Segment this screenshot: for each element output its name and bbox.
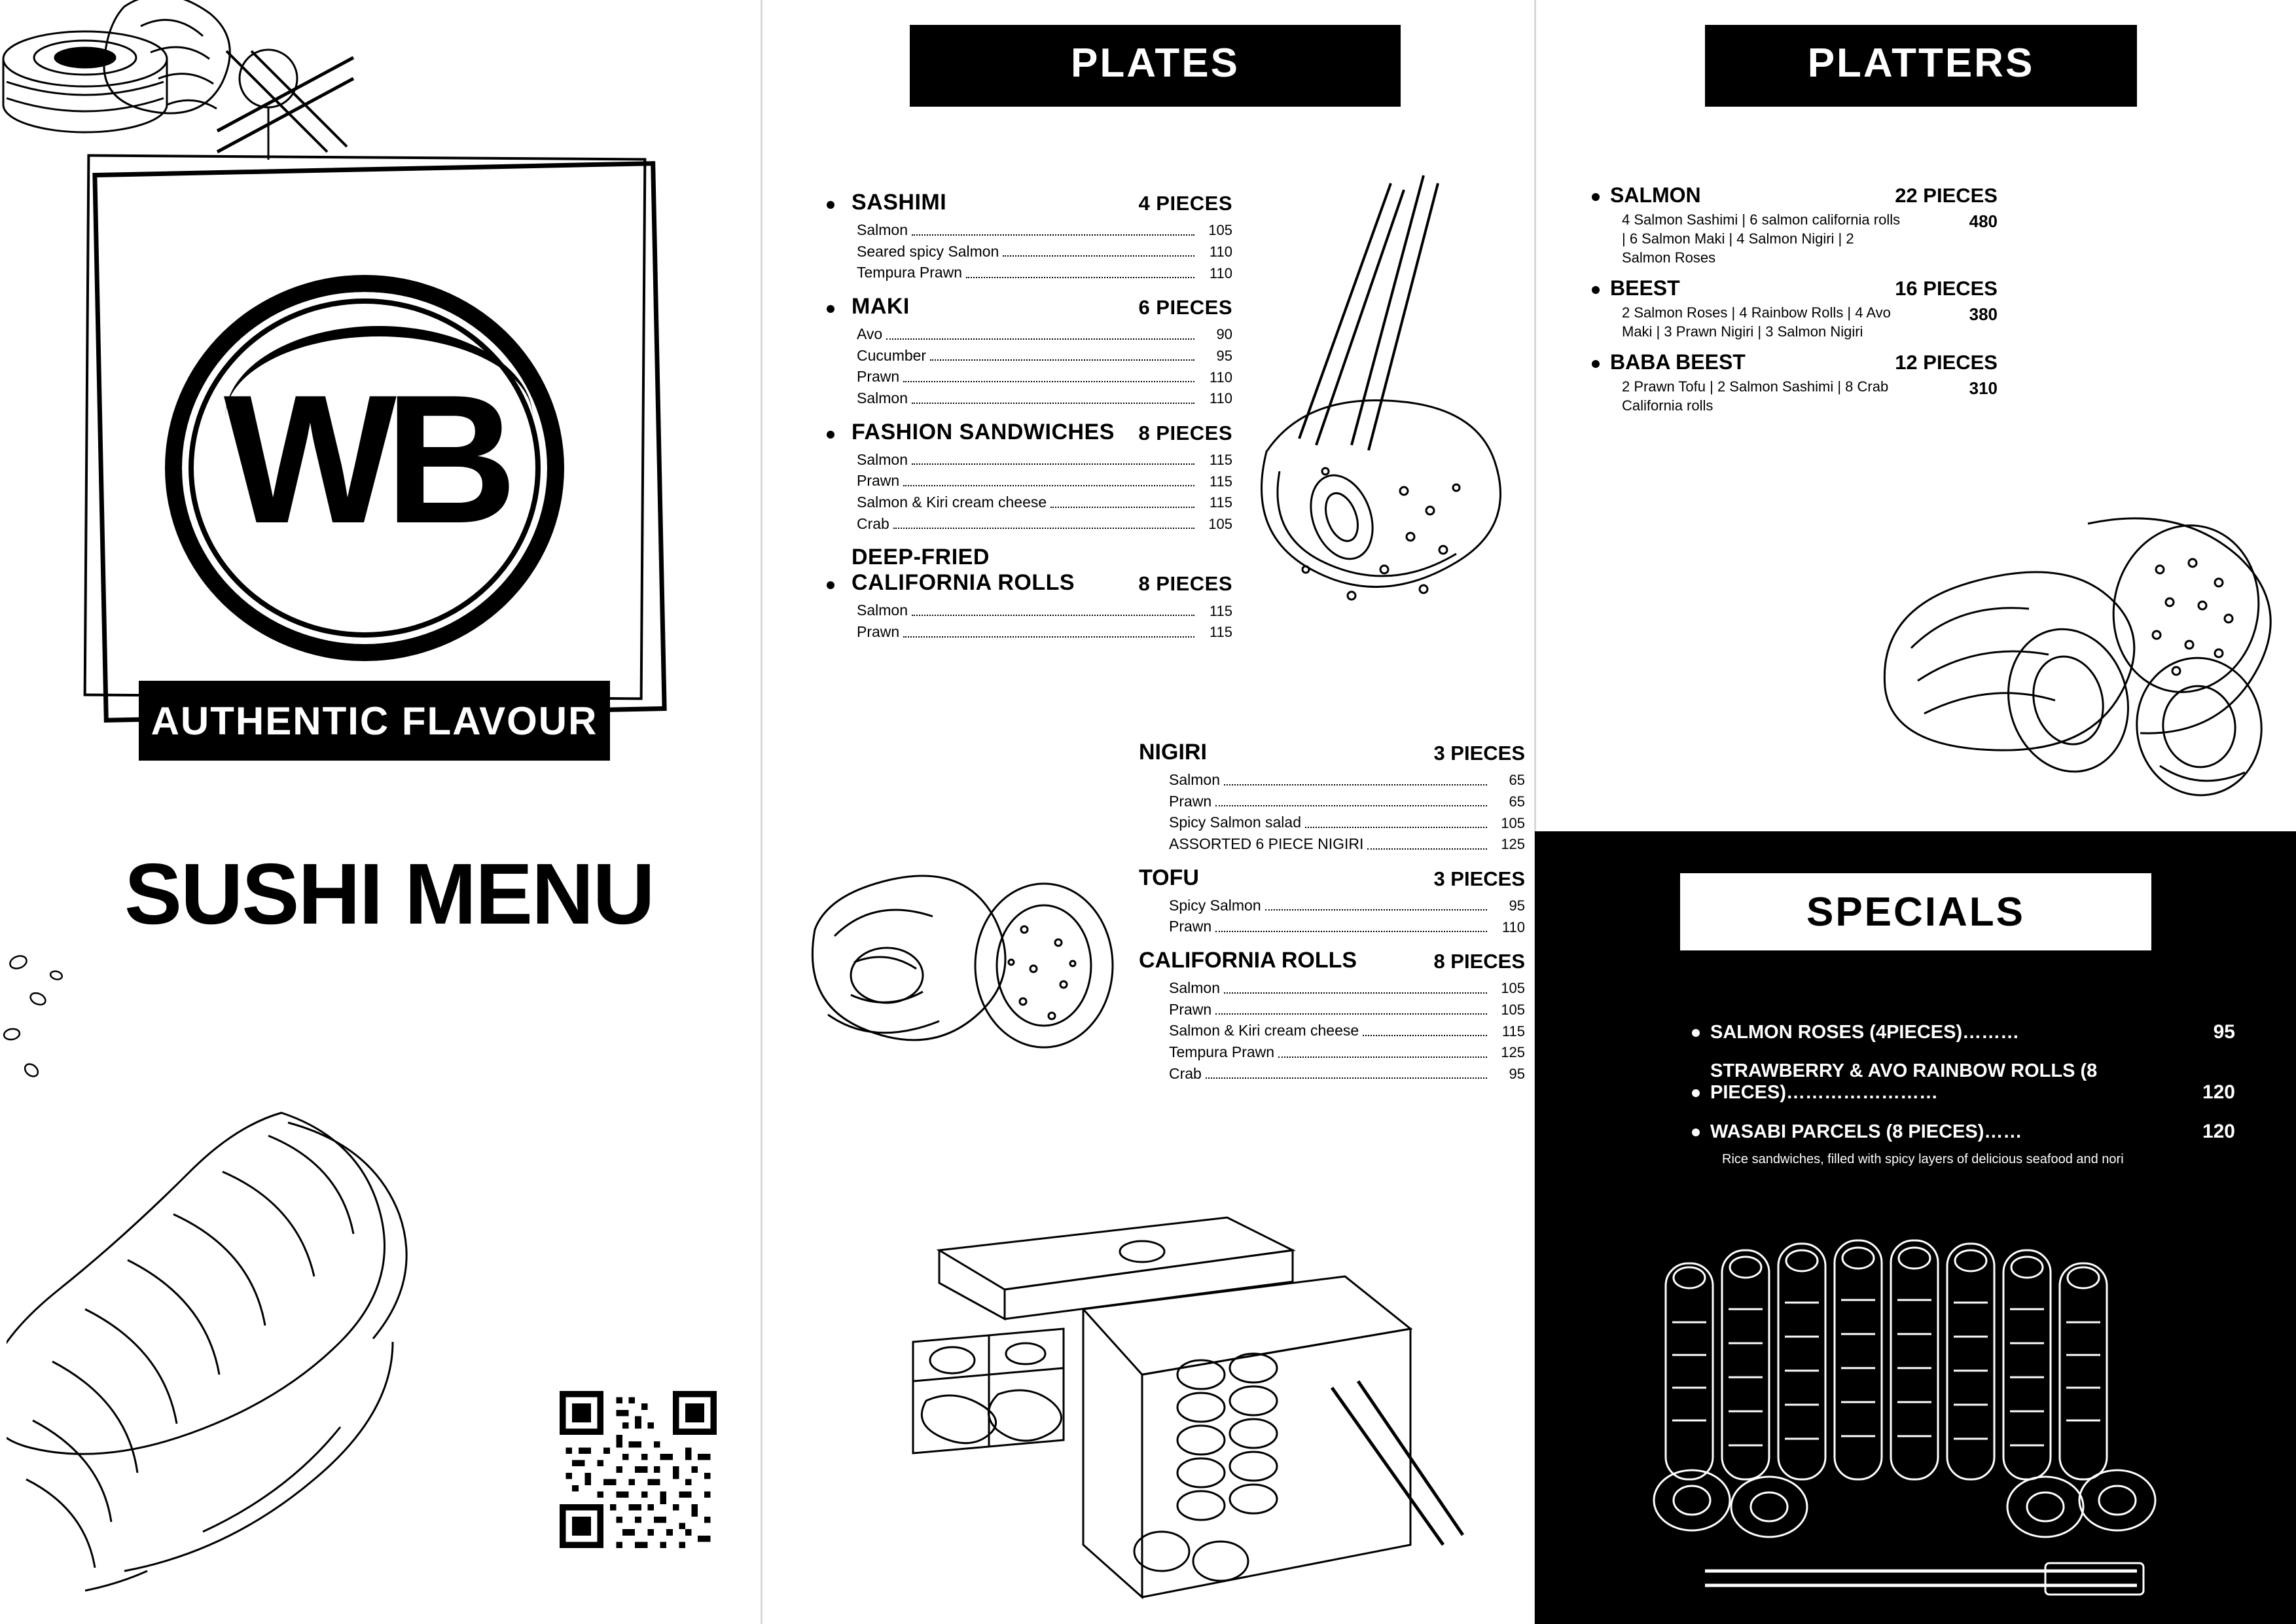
menu-item [1139, 769, 1525, 791]
menu-group-pieces: 8 PIECES [1433, 949, 1525, 973]
menu-group [827, 294, 1232, 409]
leader-dots [1367, 848, 1487, 850]
menu-item-name: Salmon & Kiri cream cheese [1169, 1022, 1359, 1039]
leader-dots [1363, 1035, 1487, 1036]
menu-item-price: 125 [1501, 1044, 1525, 1061]
menu-group [1139, 740, 1525, 855]
leader-dots [893, 528, 1194, 529]
special-item-price: 120 [2202, 1081, 2235, 1103]
specials-heading-banner [1680, 873, 2151, 950]
menu-item-name: Prawn [1169, 918, 1212, 935]
leader-dots [1206, 1077, 1487, 1079]
menu-item-price: 110 [1209, 264, 1232, 281]
menu-group-pieces: 8 PIECES [1138, 421, 1232, 444]
menu-item-price: 65 [1509, 793, 1525, 810]
platter-price: 480 [1969, 211, 1998, 231]
menu-item-price: 105 [1208, 515, 1232, 532]
special-item-name: STRAWBERRY & AVO RAINBOW ROLLS (8 PIECES)…………………… [1710, 1060, 2098, 1103]
platter-group [1592, 276, 1998, 341]
menu-item-price: 95 [1509, 897, 1525, 914]
special-item-note: Rice sandwiches, filled with spicy layers of delicious seafood and nori [1722, 1152, 2124, 1166]
menu-item [827, 388, 1232, 409]
tagline-banner [139, 681, 610, 761]
menu-item [1139, 1063, 1525, 1085]
platter-header [1592, 183, 1998, 208]
leader-dots [903, 485, 1194, 486]
menu-group-name: SASHIMI [852, 190, 947, 215]
platters-heading-banner [1705, 25, 2137, 107]
platter-header [1592, 350, 1998, 374]
menu-item [1139, 999, 1525, 1020]
platter-price: 380 [1969, 304, 1998, 325]
special-item [1692, 1060, 2235, 1104]
leader-dots [1003, 255, 1194, 257]
leader-dots [1215, 931, 1487, 932]
menu-group-header [827, 190, 1232, 215]
platter-name: BABA BEEST [1610, 350, 1746, 374]
plates-menu-list [827, 190, 1232, 653]
leader-dots [1278, 1056, 1487, 1058]
sushi-illustration-chopsticks-roll [1188, 164, 1528, 687]
menu-item [1139, 1020, 1525, 1041]
menu-item [827, 600, 1232, 621]
bullet-icon [1592, 360, 1600, 368]
sushi-illustration-two-rolls [789, 844, 1129, 1080]
menu-item-price: 65 [1509, 772, 1525, 789]
menu-item [827, 470, 1232, 492]
menu-item [827, 492, 1232, 513]
leader-dots [1050, 507, 1194, 508]
menu-item-name: Prawn [1169, 792, 1212, 810]
menu-item [1139, 916, 1525, 937]
menu-group-pieces: 3 PIECES [1433, 742, 1525, 765]
menu-group-header [1139, 948, 1525, 973]
menu-group-header [1139, 740, 1525, 765]
menu-item-price: 110 [1501, 918, 1525, 935]
plates-heading-banner [910, 25, 1401, 107]
leader-dots [903, 636, 1194, 638]
sushi-illustration-bottom-left [7, 1074, 504, 1617]
leader-dots [903, 381, 1194, 382]
special-item-price: 120 [2202, 1121, 2235, 1142]
menu-item-name: Cucumber [857, 346, 927, 364]
sushi-illustration-bento-box [834, 1178, 1489, 1623]
logo-text: WB [223, 357, 506, 562]
page-title: SUSHI MENU [124, 846, 654, 942]
menu-item-name: Spicy Salmon salad [1169, 814, 1301, 831]
platter-header [1592, 276, 1998, 300]
menu-item-price: 115 [1209, 494, 1232, 511]
specials-menu-list [1692, 1021, 2235, 1168]
menu-item [827, 345, 1232, 367]
menu-item-name: Crab [857, 514, 889, 532]
sushi-illustration-platter-rolls [1872, 484, 2296, 812]
menu-item-price: 125 [1501, 836, 1525, 853]
menu-item-price: 115 [1209, 602, 1232, 619]
special-item [1692, 1021, 2235, 1043]
menu-item [1139, 977, 1525, 999]
menu-item-name: Salmon [857, 221, 908, 238]
menu-item-name: Prawn [857, 472, 900, 490]
menu-group-name: TOFU [1139, 865, 1199, 890]
menu-item [827, 449, 1232, 471]
menu-group-name: NIGIRI [1139, 740, 1207, 765]
menu-item-name: Salmon & Kiri cream cheese [857, 493, 1047, 511]
menu-item-price: 95 [1509, 1065, 1525, 1082]
leader-dots [1224, 784, 1487, 785]
leader-dots [1224, 992, 1487, 994]
platter-name: SALMON [1610, 183, 1701, 207]
speckle-decoration [0, 936, 79, 1106]
menu-group [1139, 948, 1525, 1084]
logo-circle [165, 275, 564, 661]
menu-item-name: Salmon [857, 389, 908, 406]
menu-item-price: 110 [1209, 369, 1232, 386]
platter-description: 4 Salmon Sashimi | 6 salmon california rolls | 6 Salmon Maki | 4 Salmon Nigiri | 2 Salmon Roses [1622, 211, 1901, 266]
special-item-name: SALMON ROSES (4PIECES)……… [1710, 1022, 2020, 1043]
menu-group-name: FASHION SANDWICHES [852, 419, 1115, 444]
menu-item [827, 323, 1232, 345]
bullet-icon [1692, 1089, 1700, 1097]
leader-dots [930, 359, 1194, 361]
menu-item-name: Seared spicy Salmon [857, 242, 999, 260]
menu-item [827, 241, 1232, 262]
specials-heading-text: SPECIALS [1806, 889, 2026, 935]
menu-group-header [827, 294, 1232, 319]
menu-group-pieces: 8 PIECES [1138, 572, 1232, 596]
qr-code[interactable] [560, 1391, 717, 1548]
leader-dots [886, 338, 1194, 340]
bullet-icon [827, 431, 834, 439]
menu-item-price: 105 [1501, 980, 1525, 997]
menu-item-price: 110 [1209, 244, 1232, 261]
bullet-icon [827, 201, 834, 209]
menu-group-header [827, 545, 1232, 596]
menu-item-name: ASSORTED 6 PIECE NIGIRI [1169, 835, 1364, 852]
leader-dots [912, 615, 1194, 616]
platters-heading-text: PLATTERS [1807, 41, 2035, 86]
menu-item [827, 621, 1232, 643]
brand-panel [0, 0, 759, 1624]
leader-dots [912, 463, 1194, 465]
menu-item [827, 366, 1232, 388]
specials-panel [1535, 831, 2296, 1624]
bullet-icon [827, 305, 834, 313]
menu-item-name: Salmon [1169, 979, 1220, 996]
menu-item [1139, 833, 1525, 855]
menu-group-pieces: 3 PIECES [1433, 867, 1525, 890]
platter-pieces: 22 PIECES [1895, 184, 1998, 207]
platter-group [1592, 183, 1998, 267]
tagline-text: AUTHENTIC FLAVOUR [151, 698, 598, 743]
menu-item-price: 90 [1216, 326, 1232, 343]
menu-item [1139, 895, 1525, 916]
bullet-icon [1592, 193, 1600, 201]
leader-dots [1305, 827, 1487, 828]
leader-dots [1215, 1013, 1487, 1015]
menu-group-pieces: 6 PIECES [1138, 295, 1232, 319]
menu-item [1139, 812, 1525, 833]
menu-item-price: 105 [1208, 222, 1232, 239]
plates-lower-menu-list [1139, 740, 1525, 1094]
menu-item-price: 105 [1501, 814, 1525, 831]
menu-item-name: Prawn [857, 623, 900, 640]
platter-description-row [1592, 303, 1998, 341]
menu-item-name: Salmon [1169, 771, 1220, 788]
menu-item-price: 110 [1209, 390, 1232, 407]
special-item-name: WASABI PARCELS (8 PIECES)…… [1710, 1121, 2022, 1142]
platter-description: 2 Prawn Tofu | 2 Salmon Sashimi | 8 Crab California rolls [1622, 378, 1889, 414]
menu-item-name: Spicy Salmon [1169, 896, 1261, 914]
menu-item-name: Tempura Prawn [857, 264, 963, 281]
menu-item [1139, 1041, 1525, 1063]
menu-group-pieces: 4 PIECES [1138, 192, 1232, 215]
platter-name: BEEST [1610, 276, 1680, 300]
menu-item-price: 105 [1501, 1001, 1525, 1019]
menu-item-name: Crab [1169, 1064, 1202, 1082]
bullet-icon [827, 581, 834, 589]
leader-dots [966, 277, 1194, 278]
sushi-illustration-specials-rolls [1594, 1204, 2248, 1610]
menu-item-name: Prawn [1169, 1000, 1212, 1018]
menu-item-name: Prawn [857, 368, 900, 386]
menu-group-header [827, 420, 1232, 445]
bullet-icon [1692, 1128, 1700, 1136]
platter-description: 2 Salmon Roses | 4 Rainbow Rolls | 4 Avo Maki | 3 Prawn Nigiri | 3 Salmon Nigiri [1622, 304, 1891, 340]
menu-group [827, 190, 1232, 283]
leader-dots [1265, 909, 1487, 911]
special-item-price: 95 [2213, 1021, 2235, 1043]
platters-menu-list [1592, 183, 1998, 424]
menu-item [827, 262, 1232, 283]
leader-dots [1215, 805, 1487, 806]
menu-item-price: 115 [1209, 452, 1232, 469]
plates-panel [769, 0, 1541, 1624]
menu-group [827, 420, 1232, 535]
bullet-icon [1692, 1029, 1700, 1037]
special-item [1692, 1121, 2235, 1143]
menu-item-price: 115 [1209, 624, 1232, 641]
menu-item [827, 513, 1232, 535]
menu-group-name: CALIFORNIA ROLLS [1139, 947, 1357, 973]
menu-group-name: MAKI [852, 293, 910, 319]
menu-item [827, 219, 1232, 241]
platter-group [1592, 350, 1998, 415]
menu-group-name: DEEP-FRIED CALIFORNIA ROLLS [852, 545, 1075, 596]
platter-description-row [1592, 210, 1998, 267]
panel-divider-left [761, 0, 762, 1624]
plates-heading-text: PLATES [1071, 41, 1240, 86]
menu-group [827, 545, 1232, 642]
menu-item-price: 115 [1501, 1022, 1525, 1039]
menu-group [1139, 865, 1525, 937]
menu-group-header [1139, 865, 1525, 891]
menu-item-price: 115 [1209, 473, 1232, 490]
platter-pieces: 12 PIECES [1895, 351, 1998, 374]
leader-dots [912, 403, 1194, 404]
bullet-icon [1592, 286, 1600, 294]
menu-item-name: Avo [857, 325, 883, 342]
leader-dots [912, 234, 1194, 236]
menu-item-name: Salmon [857, 602, 908, 619]
menu-item-name: Salmon [857, 450, 908, 468]
menu-item [1139, 791, 1525, 812]
menu-item-price: 95 [1216, 348, 1232, 365]
platter-pieces: 16 PIECES [1895, 277, 1998, 300]
platter-description-row [1592, 377, 1998, 415]
platter-price: 310 [1969, 378, 1998, 399]
menu-item-name: Tempura Prawn [1169, 1043, 1275, 1060]
